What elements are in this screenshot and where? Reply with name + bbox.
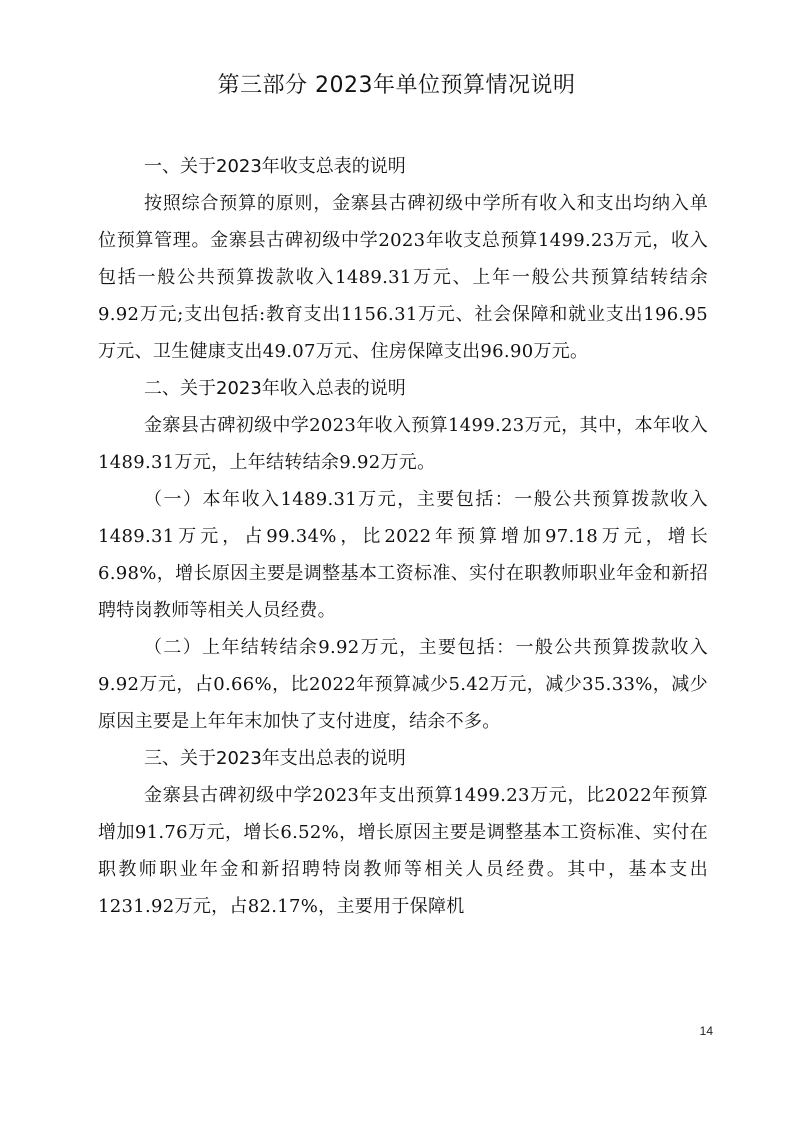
- paragraph: （二）上年结转结余9.92万元，主要包括：一般公共预算拨款收入9.92万元，占0.66%，比2022年预算减少5.42万元，减少35.33%，减少原因主要是上年年末加快了支付进度，结余不多。: [98, 637, 708, 732]
- paragraph: （一）本年收入1489.31万元，主要包括：一般公共预算拨款收入1489.31万元，占99.34%，比2022年预算增加97.18万元，增长6.98%，增长原因主要是调整基本工资标准、实付在职教师职业年金和新招聘特岗教师等相关人员经费。: [98, 489, 708, 621]
- paragraph: 金寨县古碑初级中学2023年支出预算1499.23万元，比2022年预算增加91.76万元，增长6.52%，增长原因主要是调整基本工资标准、实付在职教师职业年金和新招聘特岗教师等相关人员经费。其中，基本支出1231.92万元，占82.17%，主要用于保障机: [98, 785, 708, 917]
- section-heading-1: 一、关于2023年收支总表的说明: [144, 156, 406, 177]
- section-heading-3: 三、关于2023年支出总表的说明: [144, 748, 406, 769]
- page-number: 14: [699, 1024, 713, 1038]
- document-body: [98, 148, 708, 925]
- page-title: 第三部分 2023年单位预算情况说明: [217, 73, 576, 98]
- paragraph: 金寨县古碑初级中学2023年收入预算1499.23万元，其中，本年收入1489.31万元，上年结转结余9.92万元。: [98, 415, 708, 473]
- paragraph: 按照综合预算的原则，金寨县古碑初级中学所有收入和支出均纳入单位预算管理。金寨县古碑初级中学2023年收支总预算1499.23万元，收入包括一般公共预算拨款收入1489.31万元、上年一般公共预算结转结余9.92万元;支出包括:教育支出1156.31万元、社会保障和就业支出196.95万元、卫生健康支出49.07万元、住房保障支出96.90万元。: [98, 193, 708, 362]
- section-heading-2: 二、关于2023年收入总表的说明: [144, 378, 406, 399]
